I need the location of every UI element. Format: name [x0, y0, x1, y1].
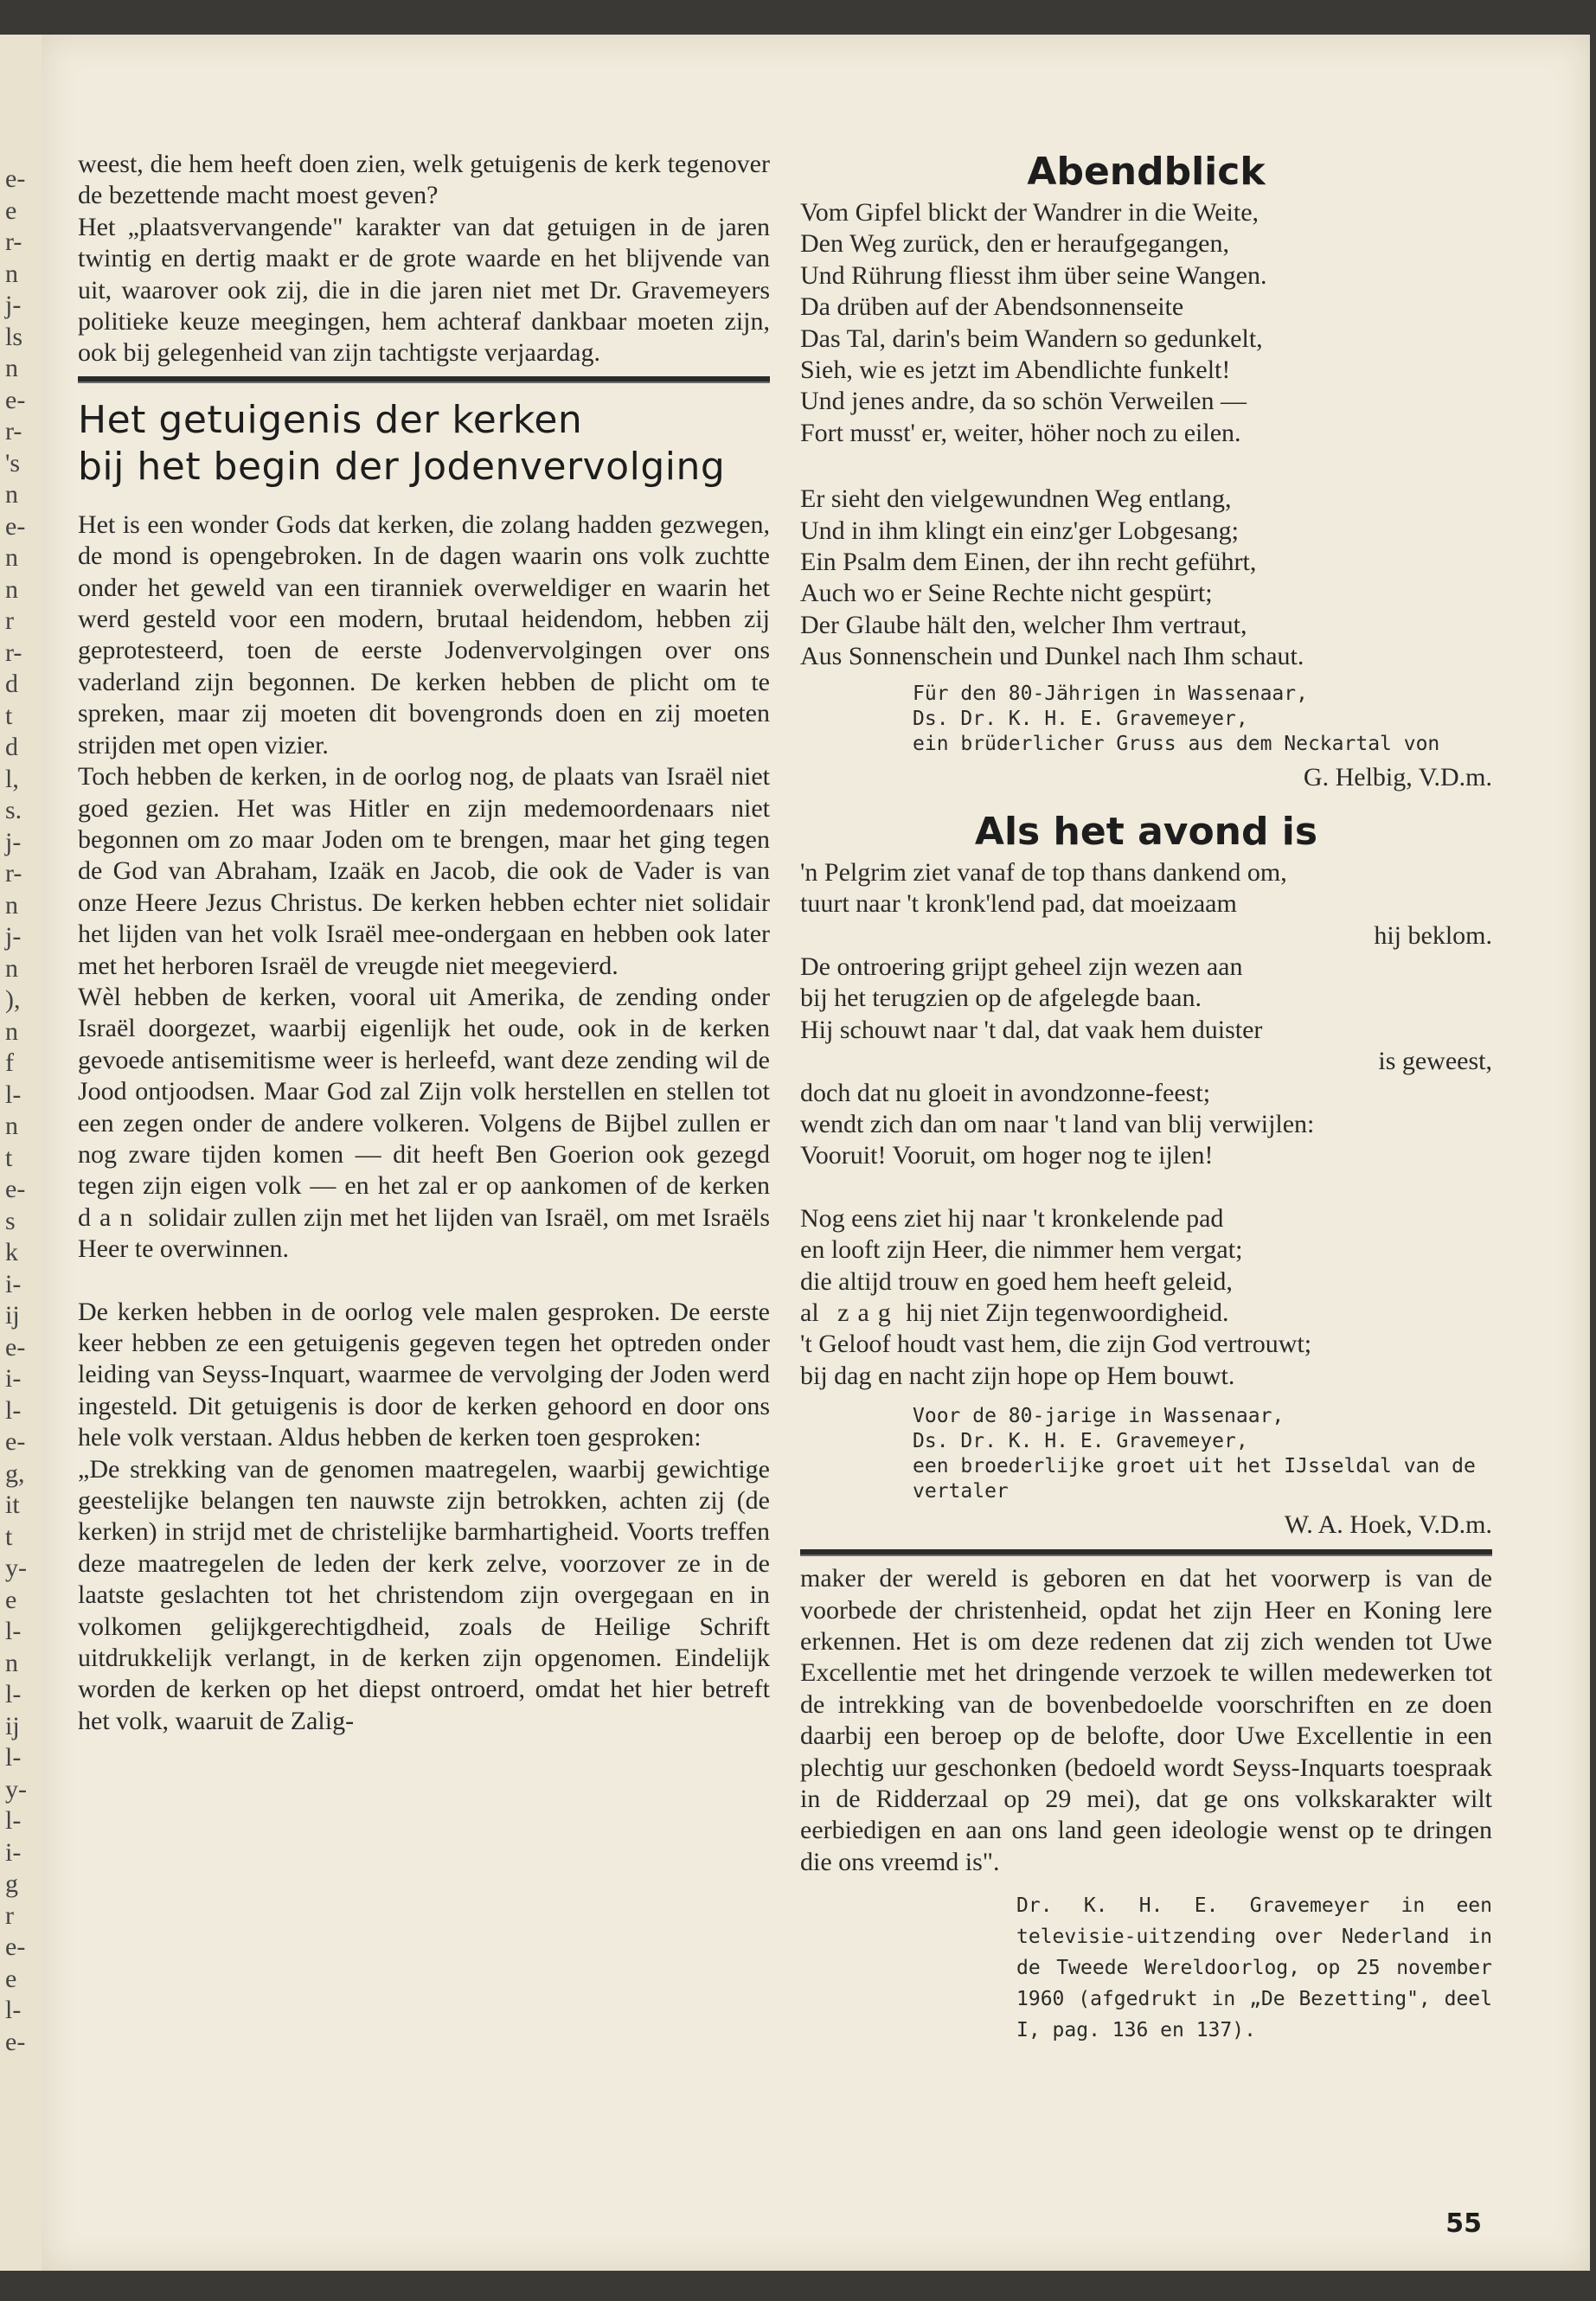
poem-signature: W. A. Hoek, V.D.m.: [1284, 1510, 1492, 1540]
quote-paragraph: „De strekking van de genomen maatregelen, waarbij gewichtige geestelijke belangen ten nauwste zijn betrokken, achten zij (de kerken) in strijd met de christelijke barmhartigheid. Voorts treffen deze maatregelen de leden der kerk zelve, voorzover ze in de laatste geslachten tot het christendom zijn overgegaan en in volkomen gelijkgerechtigdheid, zoals de Heilige Schrift uitdrukkelijk verlangt, in de kerken zijn opgenomen. Eindelijk worden de kerken op het diepst ontroerd, omdat het hier betreft het volk, waaruit de Zalig-: [78, 1454, 770, 1735]
adjacent-page-margin: [0, 35, 42, 2271]
poem-line: 't Geloof houdt vast hem, die zijn God vertrouwt;: [800, 1330, 1312, 1359]
margin-fragment: j-: [5, 291, 22, 319]
margin-fragment: l,: [5, 764, 19, 793]
margin-fragment: e-: [5, 1175, 26, 1203]
margin-fragment: e-: [5, 1427, 26, 1456]
right-column: [800, 149, 1492, 2046]
margin-fragment: ),: [5, 985, 21, 1014]
margin-fragment: t: [5, 701, 13, 730]
margin-fragment: n: [5, 574, 18, 604]
margin-fragment: r-: [5, 638, 22, 667]
poem-stanza: [800, 484, 1492, 672]
poem-line: Aus Sonnenschein und Dunkel nach Ihm schaut.: [800, 642, 1304, 671]
margin-fragment: n: [5, 1016, 18, 1046]
margin-fragment: j-: [5, 922, 22, 951]
poem-line: Fort musst' er, weiter, höher noch zu eilen.: [800, 418, 1241, 447]
margin-fragment: d: [5, 670, 18, 698]
continuation-text: maker der wereld is geboren en dat het voorwerp is van de voorbede der christenheid, opdat het zijn Heer en Koning lere erkennen. Het is om deze redenen dat zij zich wenden tot Uwe Excellentie met het dringende verzoek te willen medewerken tot de intrekking van de bovenbedoelde voorschriften en ze doen daarbij een beroep op de belofte, door Uwe Excellentie in een plechtig uur geschonken (bedoeld wordt Seyss-Inquarts toespraak in de Ridderzaal op 29 mei), dat ge ons volkskarakter wilt eerbiedigen en aan ons land geen ideologie wenst op te dringen die ons vreemd is".: [800, 1564, 1492, 1876]
margin-fragment: t: [5, 1522, 13, 1551]
poem-line: Und in ihm klingt ein einz'ger Lobgesang;: [800, 516, 1239, 545]
dedication-line: ein brüderlicher Gruss aus dem Neckartal von: [913, 732, 1440, 755]
poem-stanza: [800, 1203, 1492, 1392]
margin-fragment: l-: [5, 1806, 22, 1835]
dedication-line: Für den 80-Jährigen in Wassenaar,: [913, 682, 1308, 705]
margin-fragment: g: [5, 1869, 18, 1898]
poem-line: Das Tal, darin's beim Wandern so gedunkelt,: [800, 324, 1263, 353]
margin-fragment: e: [5, 1585, 17, 1614]
margin-fragment: e-: [5, 385, 26, 414]
paragraph: De kerken hebben in de oorlog vele malen gesproken. De eerste keer hebben ze een getuigenis gegeven tegen het optreden onder leiding van Seyss-Inquart, waarmee de vervolging der Joden werd ingesteld. Dit getuigenis is door de kerken gehoord en door ons hele volk verstaan. Aldus hebben de kerken toen gesproken:: [78, 1297, 770, 1452]
margin-fragment: ij: [5, 1301, 20, 1330]
margin-fragment: l-: [5, 1680, 22, 1708]
margin-fragment: l-: [5, 1743, 22, 1772]
poem-dedication: [913, 682, 1492, 757]
poem-line: is geweest,: [1378, 1047, 1492, 1076]
margin-fragment: s.: [5, 796, 22, 824]
poem-line: Nog eens ziet hij naar 't kronkelende pad: [800, 1203, 1224, 1233]
paragraph-text: Wèl hebben de kerken, vooral uit Amerika, de zending onder Israël doorgezet, waarbij eigenlijk het oude, ook in de kerken gevoede antisemitisme weer is herleefd, want deze zending wil de Jood ontjoodsen. Maar God zal Zijn volk herstellen en stellen tot een zegen onder de andere volkeren. Volgens de Bijbel zullen er nog zware tijden komen — dit heeft Ben Goerion ook gezegd tegen zijn eigen volk — en het zal er op aankomen of de kerken: [78, 982, 770, 1201]
margin-fragment: n: [5, 1648, 18, 1677]
intro-text: [78, 149, 770, 369]
poem-line: Und Rührung fliesst ihm über seine Wangen.: [800, 260, 1267, 290]
intro-paragraph: weest, die hem heeft doen zien, welk getuigenis de kerk tegenover de bezettende macht moest geven?: [78, 150, 770, 210]
margin-fragment: e-: [5, 164, 26, 193]
margin-fragment: y-: [5, 1774, 27, 1804]
poem-line: die altijd trouw en goed hem heeft geleid,: [800, 1266, 1233, 1296]
poem-line: bij het terugzien op de afgelegde baan.: [800, 984, 1202, 1013]
article-body: [78, 510, 770, 1737]
margin-fragment: l-: [5, 1080, 22, 1109]
article-title-line: Het getuigenis der kerken: [78, 397, 583, 442]
poem-line: Da drüben auf der Abendsonnenseite: [800, 292, 1184, 322]
section-divider: [78, 376, 770, 383]
margin-fragment: e: [5, 1964, 17, 1993]
margin-fragment: r: [5, 1900, 14, 1930]
margin-fragment: r-: [5, 417, 22, 445]
poem-line: Er sieht den vielgewundnen Weg entlang,: [800, 484, 1232, 514]
section-divider: [800, 1549, 1492, 1556]
paragraph: Toch hebben de kerken, in de oorlog nog, de plaats van Israël niet goed gezien. Het was Hitler en zijn medemoordenaars niet begonnen om zo maar Joden om te brengen, maar het ging tegen de God van Abraham, Izaäk en Jacob, die ook de Vader is van onze Heere Jezus Christus. De kerken hebben echter niet solidair het lijden van het volk Israël mee-ondergaan en hebben ook later met het herboren Israël de vreugde niet meegevierd.: [78, 762, 770, 980]
paragraph-text: solidair zullen zijn met het lijden van Israël, om met Israëls Heer te overwinnen.: [78, 1202, 771, 1264]
margin-fragment: l-: [5, 1395, 22, 1425]
margin-fragment: t: [5, 1143, 13, 1172]
left-column: [78, 149, 770, 1737]
margin-fragment: r-: [5, 228, 22, 256]
article-title-line: bij het begin der Jodenvervolging: [78, 444, 726, 489]
poem-signature: G. Helbig, V.D.m.: [1303, 762, 1492, 792]
margin-fragment: i-: [5, 1364, 22, 1393]
stanza-gap: [800, 1172, 1492, 1203]
dedication-line: Ds. Dr. K. H. E. Gravemeyer,: [913, 707, 1248, 730]
poem-line: Sieh, wie es jetzt im Abendlichte funkelt!: [800, 356, 1231, 385]
emphasis-text: dan: [78, 1202, 142, 1232]
poem-line: Vooruit! Vooruit, om hoger nog te ijlen!: [800, 1141, 1214, 1170]
poem-word: hij niet Zijn tegenwoordigheid.: [906, 1298, 1229, 1327]
margin-fragment: y-: [5, 1554, 27, 1582]
poem-dedication: [913, 1404, 1492, 1504]
margin-fragment: k: [5, 1238, 18, 1266]
margin-fragment: it: [5, 1490, 20, 1519]
poem-line: en looft zijn Heer, die nimmer hem vergat;: [800, 1235, 1243, 1265]
margin-fragment: e-: [5, 511, 26, 541]
margin-fragment: n: [5, 259, 18, 288]
poem-line: Den Weg zurück, den er heraufgegangen,: [800, 229, 1229, 259]
margin-fragment: g,: [5, 1458, 25, 1488]
emphasis-text: zag: [837, 1298, 900, 1327]
poem-title: Abendblick: [1027, 150, 1266, 194]
margin-fragment: s: [5, 1206, 16, 1235]
dedication-line: Ds. Dr. K. H. E. Gravemeyer,: [913, 1430, 1248, 1453]
paragraph: [78, 982, 770, 1266]
margin-fragment: n: [5, 890, 18, 920]
article-title: [78, 397, 770, 490]
margin-fragment: d: [5, 733, 18, 761]
poem-stanza: [800, 857, 1492, 1172]
margin-fragment: j-: [5, 827, 22, 856]
margin-fragment: n: [5, 354, 18, 382]
poem-line: Hij schouwt naar 't dal, dat vaak hem duister: [800, 1015, 1263, 1044]
poem-line: Der Glaube hält den, welcher Ihm vertraut,: [800, 610, 1247, 639]
margin-fragment: n: [5, 953, 18, 983]
source-citation: Dr. K. H. E. Gravemeyer in een televisie-uitzending over Nederland in de Tweede Wereldoorlog, op 25 november 1960 (afgedrukt in „De Bezetting", deel I, pag. 136 en 137).: [1016, 1894, 1492, 2042]
poem-line: wendt zich dan om naar 't land van blij verwijlen:: [800, 1109, 1315, 1138]
margin-fragment: r-: [5, 859, 22, 888]
margin-fragment: l-: [5, 1996, 22, 2024]
margin-fragment: e: [5, 195, 17, 225]
margin-fragment: e-: [5, 1932, 26, 1961]
margin-fragment: ij: [5, 1711, 20, 1740]
stanza-gap: [800, 449, 1492, 484]
poem-title: Als het avond is: [974, 809, 1318, 854]
margin-fragment: n: [5, 480, 18, 509]
margin-fragment: i-: [5, 1269, 22, 1298]
poem-line: Ein Psalm dem Einen, der ihn recht geführt,: [800, 548, 1257, 577]
poem-line: doch dat nu gloeit in avondzonne-feest;: [800, 1078, 1211, 1107]
poem-line: Vom Gipfel blickt der Wandrer in die Weite,: [800, 198, 1259, 227]
margin-fragment: n: [5, 1112, 18, 1140]
poem-line: Auch wo er Seine Rechte nicht gespürt;: [800, 579, 1213, 608]
poem-line: tuurt naar 't kronk'lend pad, dat moeizaam: [800, 889, 1237, 919]
margin-fragment: i-: [5, 1837, 22, 1867]
poem-word: al: [800, 1298, 819, 1327]
poem-line: hij beklom.: [1374, 920, 1492, 950]
margin-fragment: n: [5, 543, 18, 572]
dedication-line: een broederlijke groet uit het IJsseldal van de vertaler: [913, 1455, 1476, 1503]
margin-fragment: f: [5, 1048, 14, 1077]
poem-stanza: [800, 197, 1492, 449]
poem-line: De ontroering grijpt geheel zijn wezen aan: [800, 952, 1243, 981]
margin-fragment: e-: [5, 1332, 26, 1362]
margin-fragment: ls: [5, 322, 23, 351]
page-number: 55: [1445, 2208, 1482, 2239]
margin-fragment: e-: [5, 2027, 26, 2056]
intro-paragraph: Het „plaatsvervangende" karakter van dat getuigen in de jaren twintig en dertig maakt er de grote waarde en het blijvende van uit, waarover ook zij, die in die jaren niet met Dr. Gravemeyers politieke keuze meegingen, hem achteraf dankbaar moeten zijn, ook bij gelegenheid van zijn tachtigste verjaardag.: [78, 212, 770, 368]
poem-line: Und jenes andre, da so schön Verweilen —: [800, 387, 1247, 416]
paragraph-gap: [78, 1266, 770, 1297]
paragraph: Het is een wonder Gods dat kerken, die zolang hadden gezwegen, de mond is opengebroken. In de dagen waarin ons volk zuchtte onder het geweld van een tiranniek overweldiger en waarin het werd gesteld voor een modern, brutaal heidendom, hebben zij geprotesteerd, toen de eerste Jodenvervolgingen over ons vaderland zijn begonnen. De kerken hebben de plicht om te spreken, maar zij moeten dit bovengronds doen en zij moeten strijden met open vizier.: [78, 510, 770, 760]
margin-fragment: r: [5, 606, 14, 635]
margin-fragment: 's: [5, 448, 21, 478]
poem-line: bij dag en nacht zijn hope op Hem bouwt.: [800, 1361, 1235, 1390]
poem-line: [800, 1298, 1492, 1329]
dedication-line: Voor de 80-jarige in Wassenaar,: [913, 1405, 1285, 1428]
margin-fragment: l-: [5, 1617, 22, 1645]
poem-line: 'n Pelgrim ziet vanaf de top thans dankend om,: [800, 857, 1287, 887]
